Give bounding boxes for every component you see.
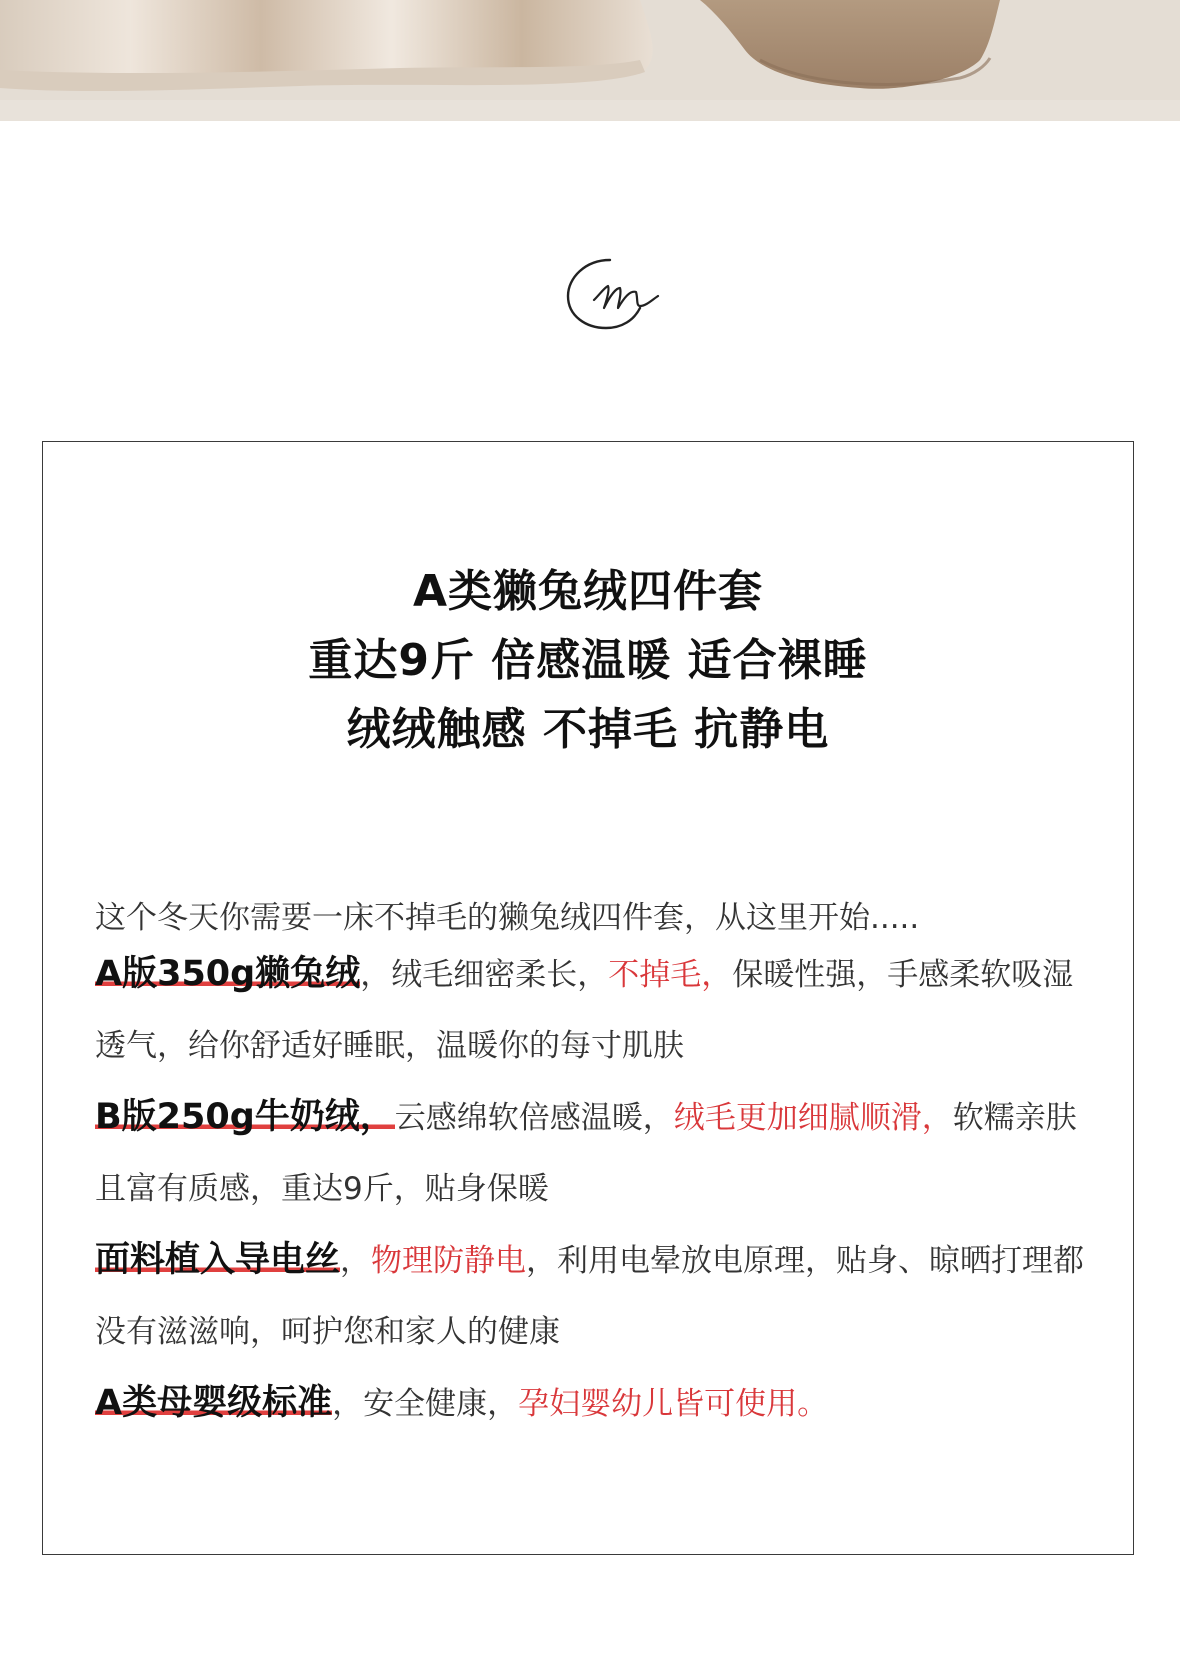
headline-line-1: A类獭兔绒四件套 [412,566,764,617]
feature-text: ，绒毛细密柔长， [360,957,609,993]
intro-text: 这个冬天你需要一床不掉毛的獭兔绒四件套，从这里开始..... [95,900,920,936]
feature-paragraph [95,1082,1095,1225]
headline-line-3: 绒绒触感 不掉毛 抗静电 [346,704,830,755]
feature-keyword: A版350g獭兔绒 [95,954,361,994]
feature-text: ，安全健康， [332,1386,519,1422]
feature-text: 保暖性强，手感柔软吸湿透气，给你舒适好睡眠，温暖你的每寸肌肤 [95,957,1074,1064]
product-description-card [42,441,1134,1555]
feature-text: 云感绵软倍感温暖， [394,1100,674,1136]
feature-highlight: 孕妇婴幼儿皆可使用。 [518,1386,829,1422]
feature-keyword: B版250g牛奶绒， [95,1097,395,1137]
feature-paragraph [95,1225,1095,1368]
feature-keyword: 面料植入导电丝 [95,1240,341,1280]
feature-text: ，利用电晕放电原理，贴身、晾晒打理都没有滋滋响，呵护您和家人的健康 [95,1243,1085,1350]
feature-highlight: 物理防静电 [371,1243,527,1279]
blanket-illustration [0,0,1180,121]
feature-text: ， [340,1243,372,1279]
feature-text: 软糯亲肤且富有质感，重达9斤，贴身保暖 [95,1100,1077,1207]
headline-line-2: 重达9斤 倍感温暖 适合裸睡 [308,635,868,686]
feature-keyword: A类母婴级标准 [95,1383,333,1423]
script-m-circle-logo [560,250,672,334]
fleece-blanket-photo [0,0,1180,121]
feature-highlight: 绒毛更加细腻顺滑， [673,1100,953,1136]
feature-highlight: 不掉毛， [608,957,733,993]
feature-paragraph [95,1368,1095,1440]
feature-paragraph [95,939,1095,1082]
